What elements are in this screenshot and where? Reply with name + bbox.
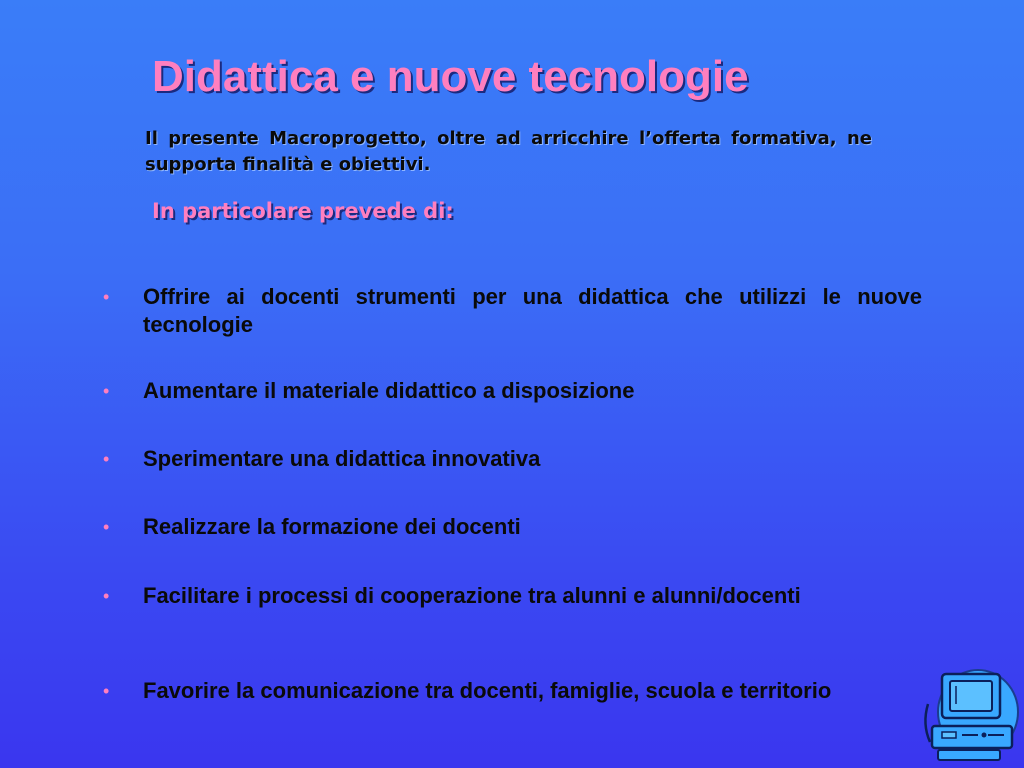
bullet-dot: • bbox=[103, 517, 110, 537]
bullet-text: Facilitare i processi di cooperazione tra alunni e alunni/docenti bbox=[143, 583, 801, 608]
bullet-item bbox=[100, 582, 922, 610]
bullet-item bbox=[100, 377, 922, 405]
subheading: In particolare prevede di: bbox=[152, 199, 454, 223]
bullet-item bbox=[100, 283, 922, 339]
slide-title: Didattica e nuove tecnologie bbox=[152, 52, 749, 101]
bullet-text: Aumentare il materiale didattico a disposizione bbox=[143, 378, 635, 403]
bullet-item bbox=[100, 513, 922, 541]
bullet-text: Favorire la comunicazione tra docenti, famiglie, scuola e territorio bbox=[143, 678, 832, 703]
bullet-text: Realizzare la formazione dei docenti bbox=[143, 514, 521, 539]
intro-paragraph: Il presente Macroprogetto, oltre ad arricchire l’offerta formativa, ne supporta finalità e obiettivi. bbox=[145, 128, 872, 175]
bullet-dot: • bbox=[103, 381, 110, 401]
bullet-dot: • bbox=[103, 681, 110, 701]
bullet-text: Sperimentare una didattica innovativa bbox=[143, 446, 541, 471]
computer-icon bbox=[920, 664, 1020, 764]
bullet-dot: • bbox=[103, 449, 110, 469]
bullet-dot: • bbox=[103, 287, 110, 307]
bullet-dot: • bbox=[103, 586, 110, 606]
bullet-item bbox=[100, 445, 922, 473]
bullet-text: Offrire ai docenti strumenti per una didattica che utilizzi le nuove tecnologie bbox=[143, 284, 922, 337]
bullet-item bbox=[100, 677, 922, 705]
